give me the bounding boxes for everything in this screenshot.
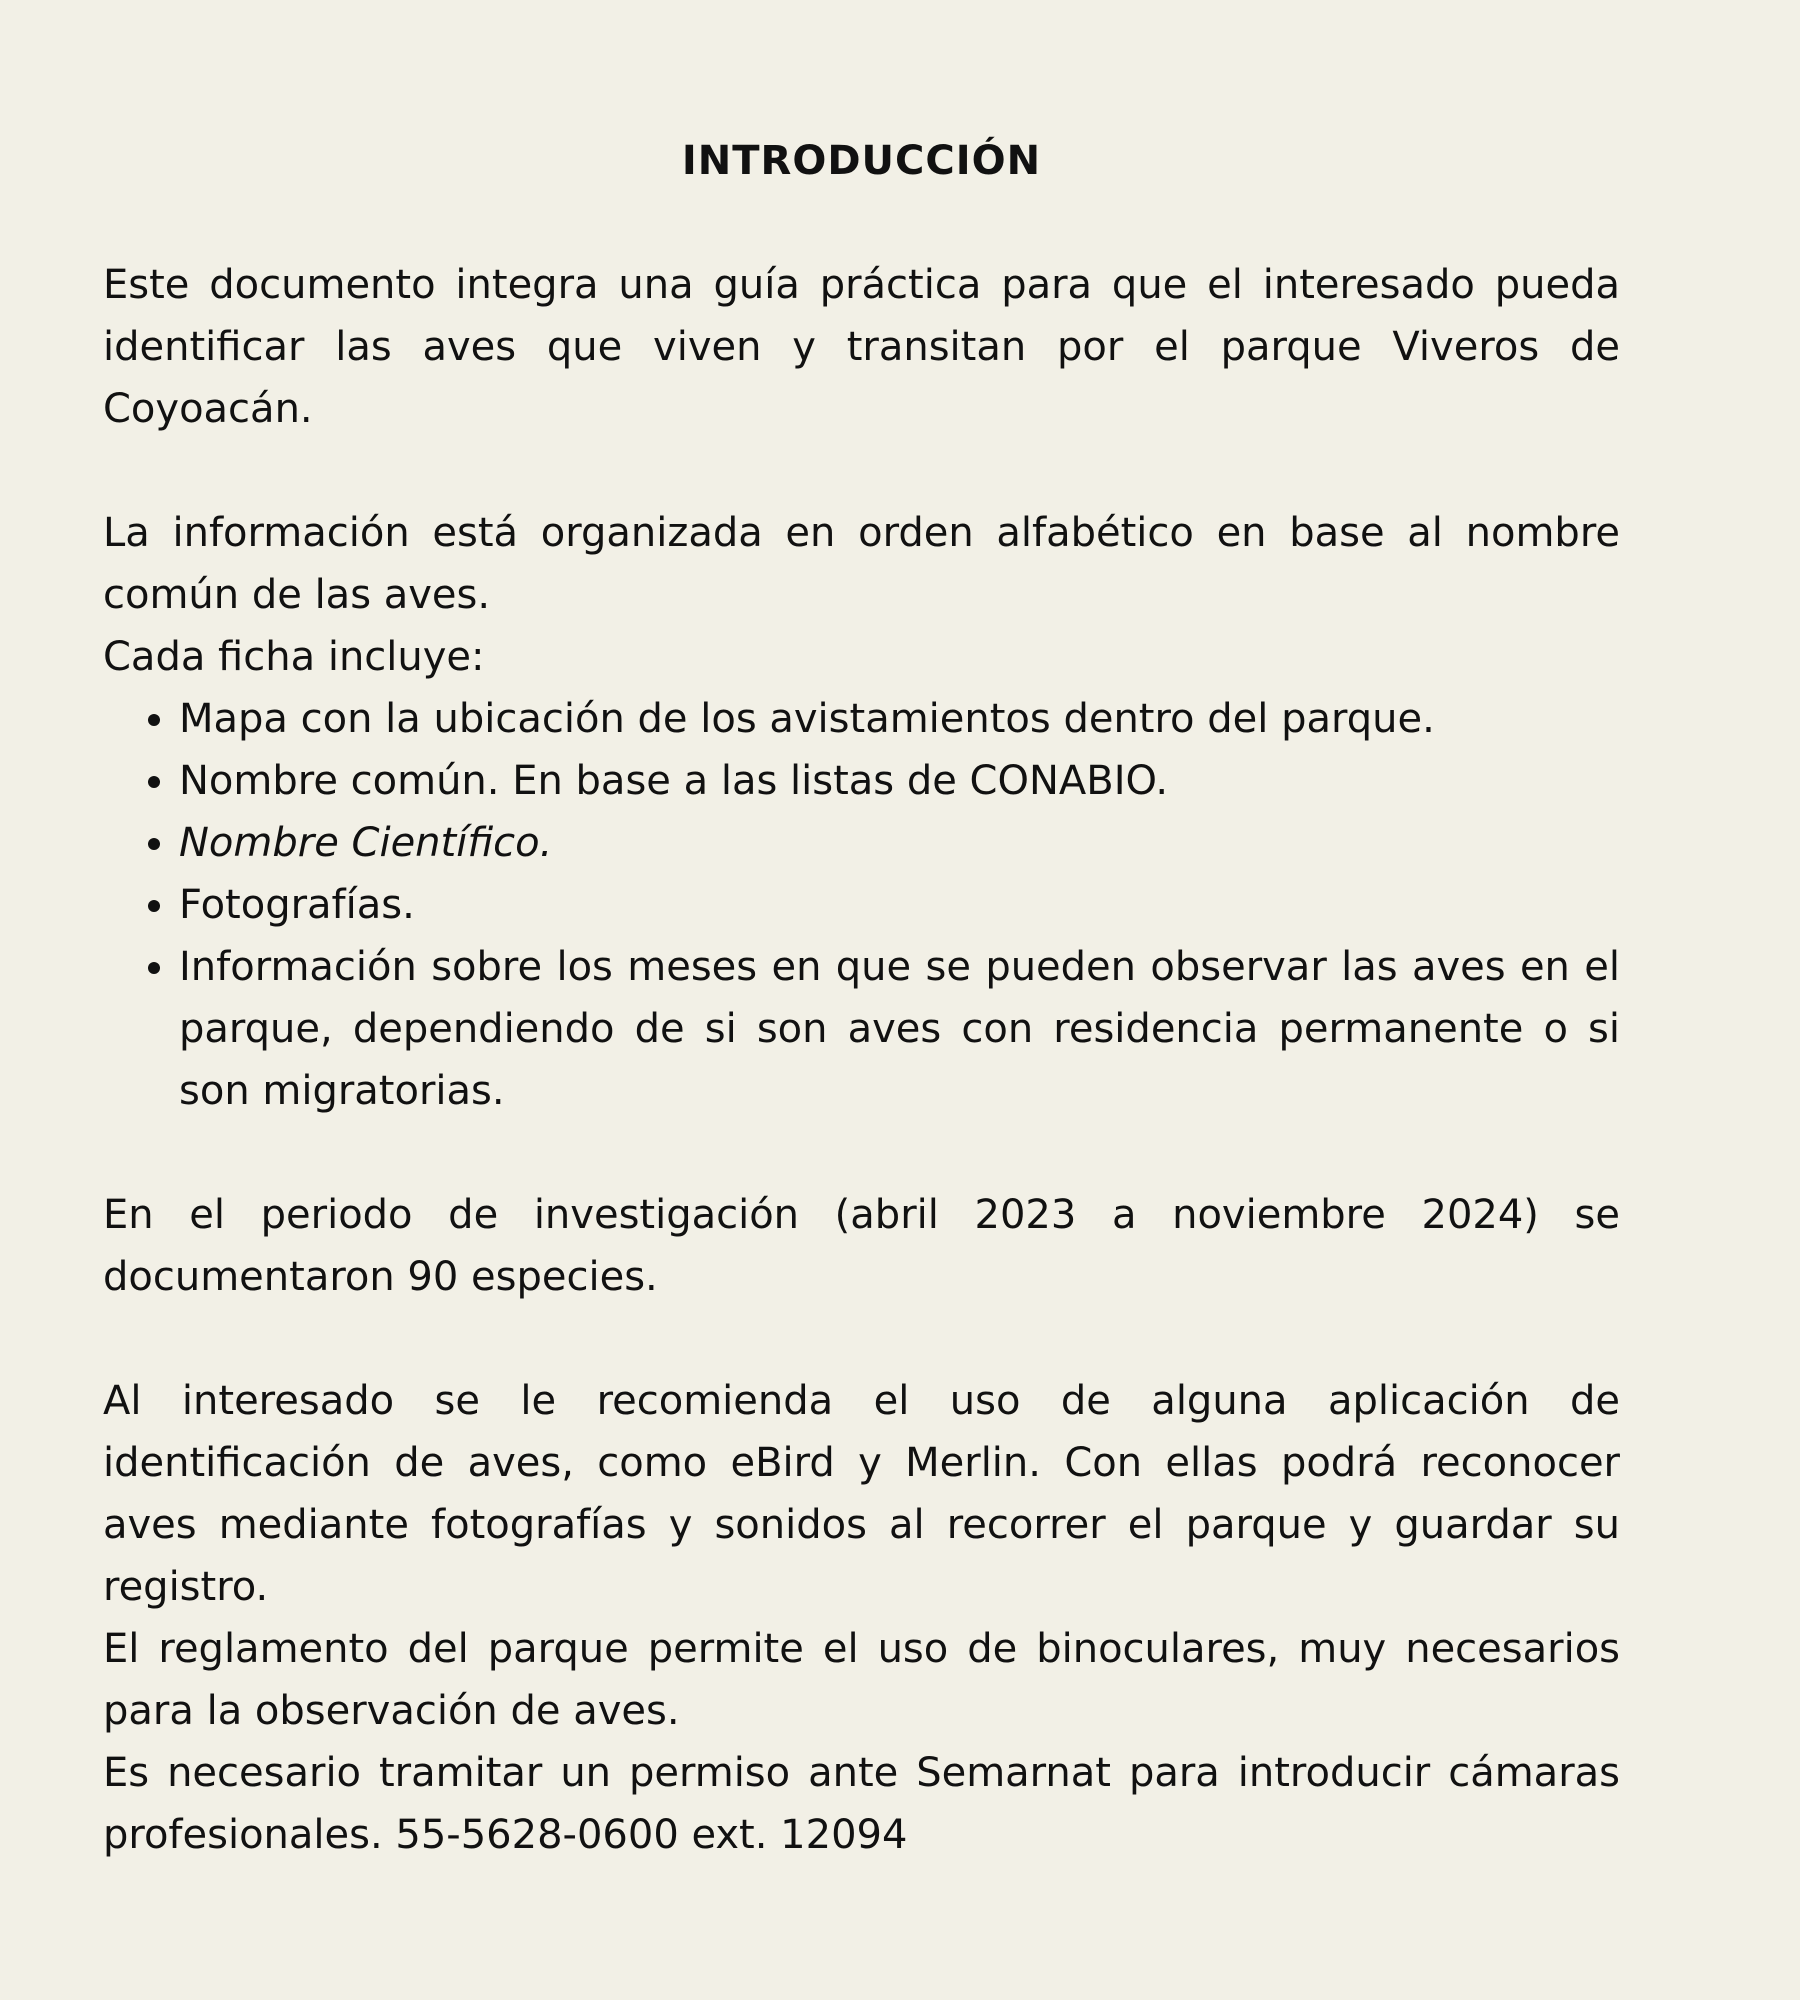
permit-paragraph: Es necesario tramitar un permiso ante Semarnat para introducir cámaras profesionales. 55-5628-0600 ext. 12094 — [103, 1750, 1620, 1858]
list-item-common-name: • Nombre común. En base a las listas de CONABIO. — [179, 750, 1620, 812]
binoculars-paragraph: El reglamento del parque permite el uso de binoculares, muy necesarios para la observación de aves. — [103, 1626, 1620, 1734]
organization-paragraph: La información está organizada en orden alfabético en base al nombre común de las aves. — [103, 510, 1620, 618]
feature-list — [103, 688, 1620, 1122]
list-item-photos: • Fotografías. — [179, 874, 1620, 936]
paragraph-spacer — [103, 1308, 1620, 1370]
list-item-scientific-name: • Nombre Científico. — [179, 812, 1620, 874]
intro-paragraph: Este documento integra una guía práctica para que el interesado pueda identificar las aves que viven y transitan por el parque Viveros de Coyoacán. — [103, 262, 1620, 432]
apps-paragraph: Al interesado se le recomienda el uso de alguna aplicación de identificación de aves, como eBird y Merlin. Con ellas podrá reconocer aves mediante fotografías y sonidos al recorrer el parque y guardar su registro. — [103, 1378, 1620, 1610]
paragraph-spacer — [103, 1122, 1620, 1184]
list-intro: Cada ficha incluye: — [103, 634, 485, 680]
page-title: INTRODUCCIÓN — [681, 138, 1042, 184]
list-item-map: • Mapa con la ubicación de los avistamientos dentro del parque. — [179, 688, 1620, 750]
paragraph-spacer — [103, 440, 1620, 502]
research-paragraph: En el periodo de investigación (abril 2023 a noviembre 2024) se documentaron 90 especies. — [103, 1192, 1620, 1300]
list-item-months: • Información sobre los meses en que se pueden observar las aves en el parque, dependiendo de si son aves con residencia permanente o si son migratorias. — [179, 936, 1620, 1122]
